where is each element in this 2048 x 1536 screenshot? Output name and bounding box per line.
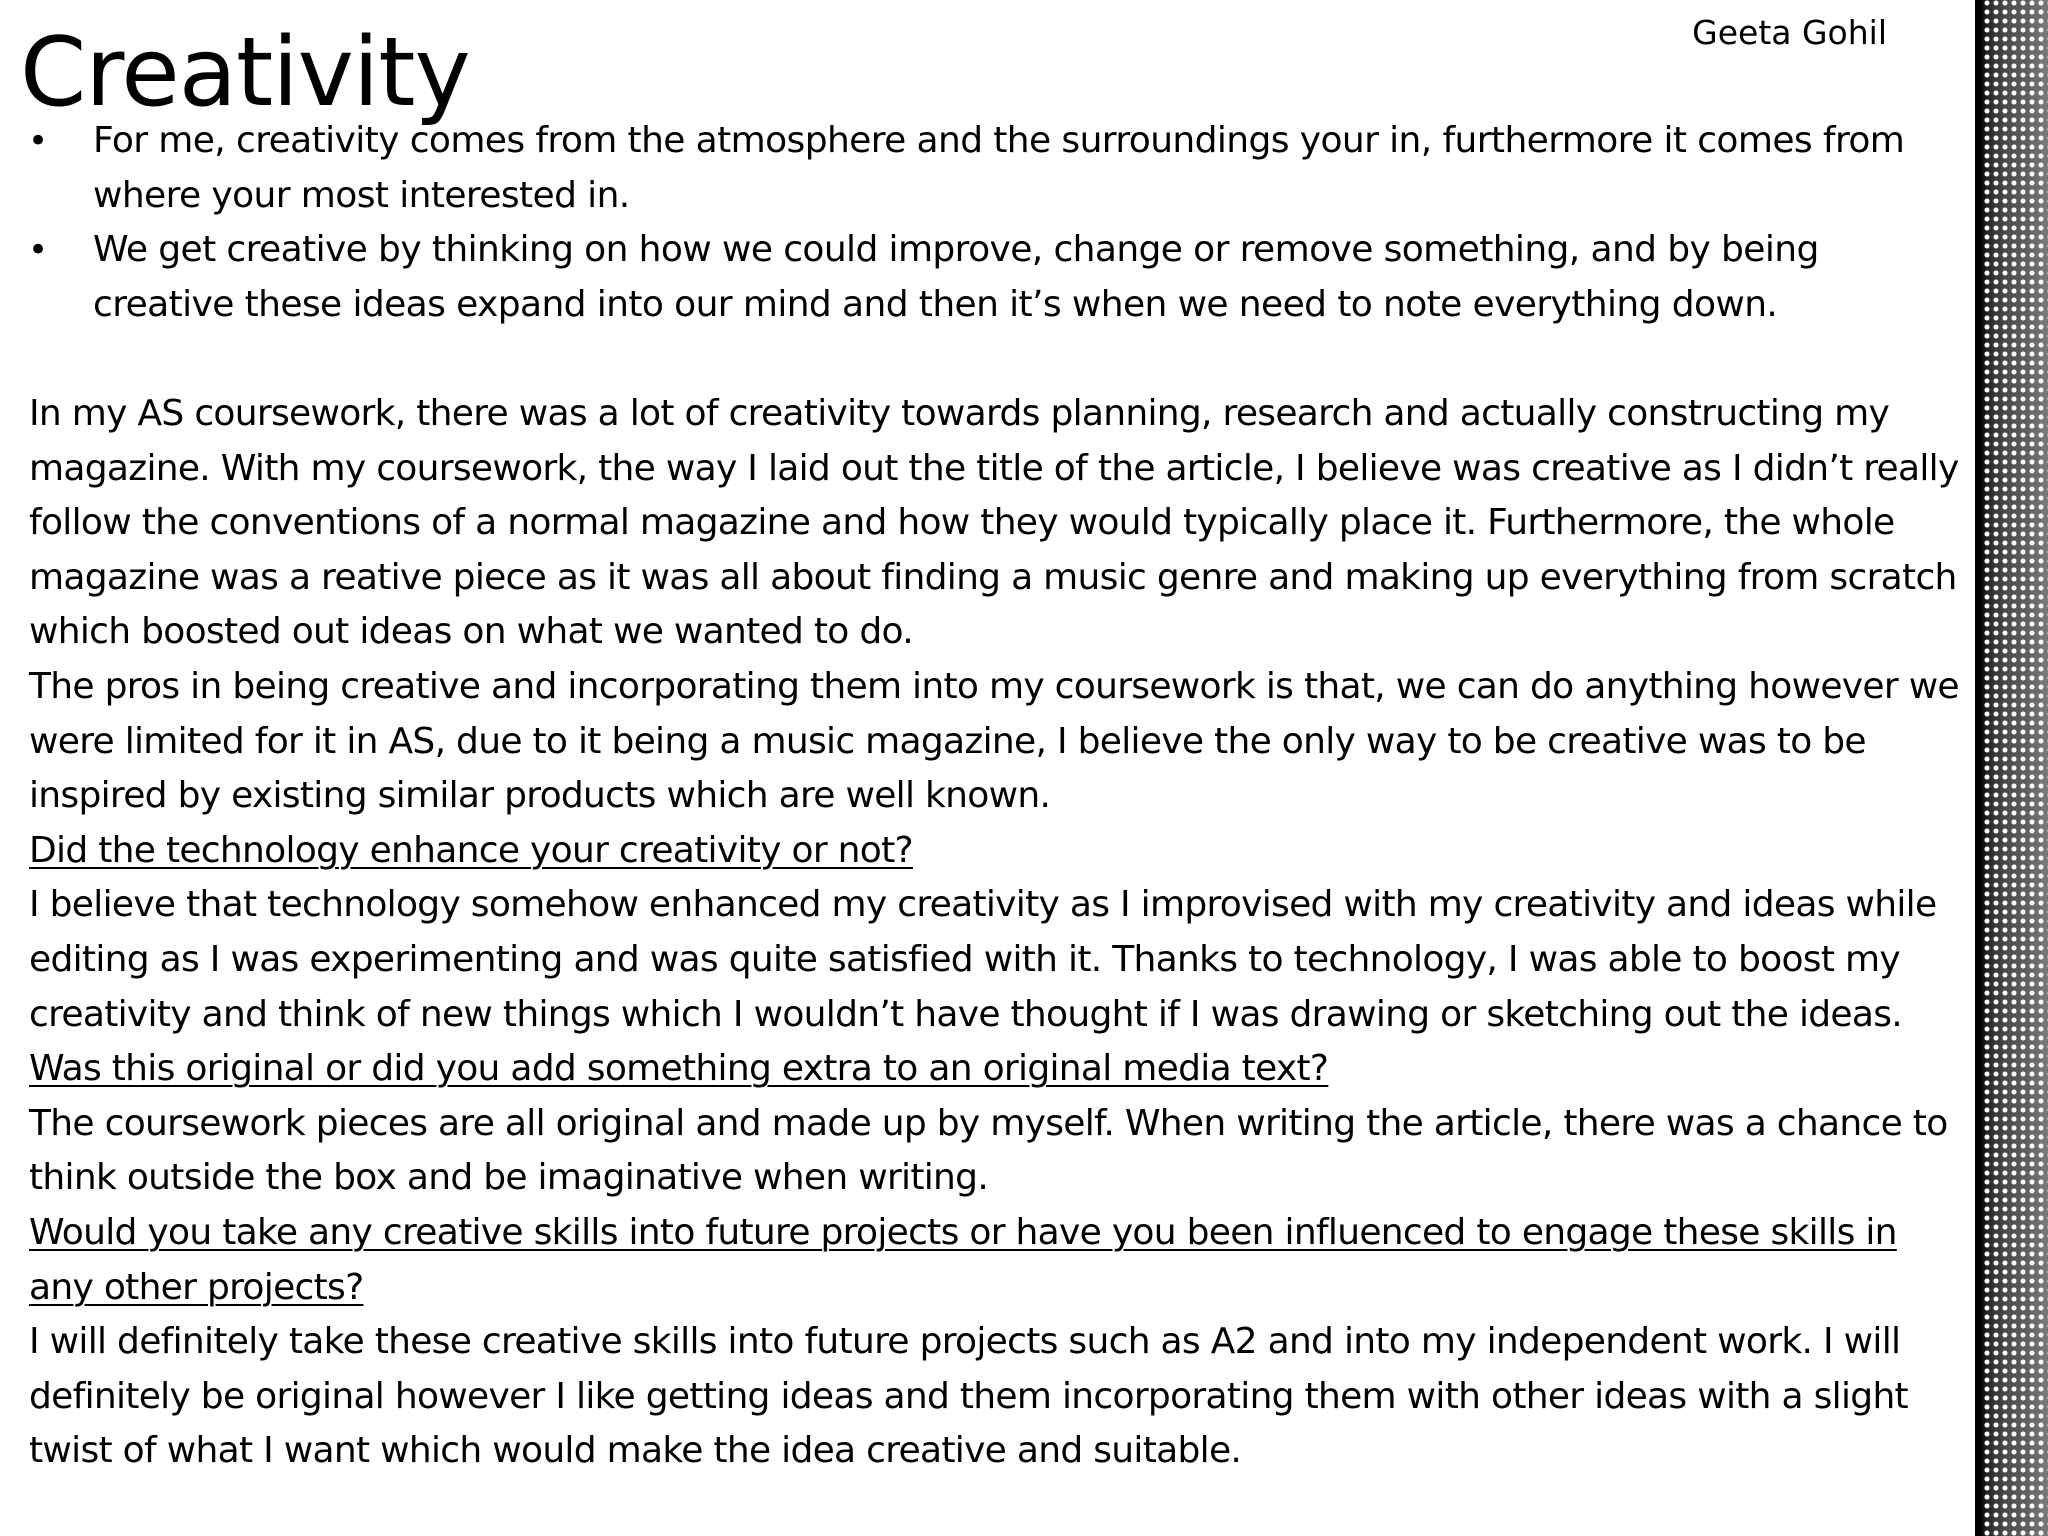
bullet-text: For me, creativity comes from the atmosphere and the surroundings your in, furthermore it comes from where your most interested in.: [93, 120, 1905, 216]
paragraph: In my AS coursework, there was a lot of creativity towards planning, research and actually constructing my magazine. With my coursework, the way I laid out the title of the article, I believe was creative as I didn’t really follow the conventions of a normal magazine and how they would typically place it. Furthermore, the whole magazine was a reative piece as it was all about finding a music genre and making up everything from scratch which boosted out ideas on what we wanted to do.: [29, 393, 1959, 653]
bullet-text: We get creative by thinking on how we could improve, change or remove something, and by being creative these ideas expand into our mind and then it’s when we need to note everything down.: [93, 229, 1819, 325]
bullet-list: [28, 114, 1958, 332]
question-heading: Did the technology enhance your creativity or not?: [29, 829, 913, 871]
answer-text: I will definitely take these creative skills into future projects such as A2 and into my independent work. I will definitely be original however I like getting ideas and them incorporating them with other ideas with a slight twist of what I want which would make the idea creative and suitable.: [29, 1321, 1908, 1472]
body-text: [29, 387, 1964, 1479]
question-heading: Would you take any creative skills into future projects or have you been influenced to engage these skills in any other projects?: [29, 1211, 1897, 1308]
question-heading: Was this original or did you add something extra to an original media text?: [29, 1048, 1329, 1090]
paragraph: The pros in being creative and incorporating them into my coursework is that, we can do anything however we were limited for it in AS, due to it being a music magazine, I believe the only way to be creative was to be inspired by existing similar products which are well known.: [29, 665, 1959, 817]
slide-title: Creativity: [20, 18, 470, 128]
decorative-side-border: [1975, 0, 2048, 1536]
bullet-item: [28, 223, 1958, 332]
answer-text: The coursework pieces are all original and made up by myself. When writing the article, there was a chance to think outside the box and be imaginative when writing.: [29, 1102, 1948, 1199]
bullet-item: [28, 114, 1958, 223]
answer-text: I believe that technology somehow enhanced my creativity as I improvised with my creativity and ideas while editing as I was experimenting and was quite satisfied with it. Thanks to technology, I was able to boost my creativity and think of new things which I wouldn’t have thought if I was drawing or sketching out the ideas.: [29, 884, 1937, 1035]
bullet-point-icon: •: [28, 121, 48, 161]
bullet-point-icon: •: [28, 230, 48, 270]
author-name: Geeta Gohil: [1692, 13, 1887, 52]
side-border-line: [1975, 0, 1981, 1536]
